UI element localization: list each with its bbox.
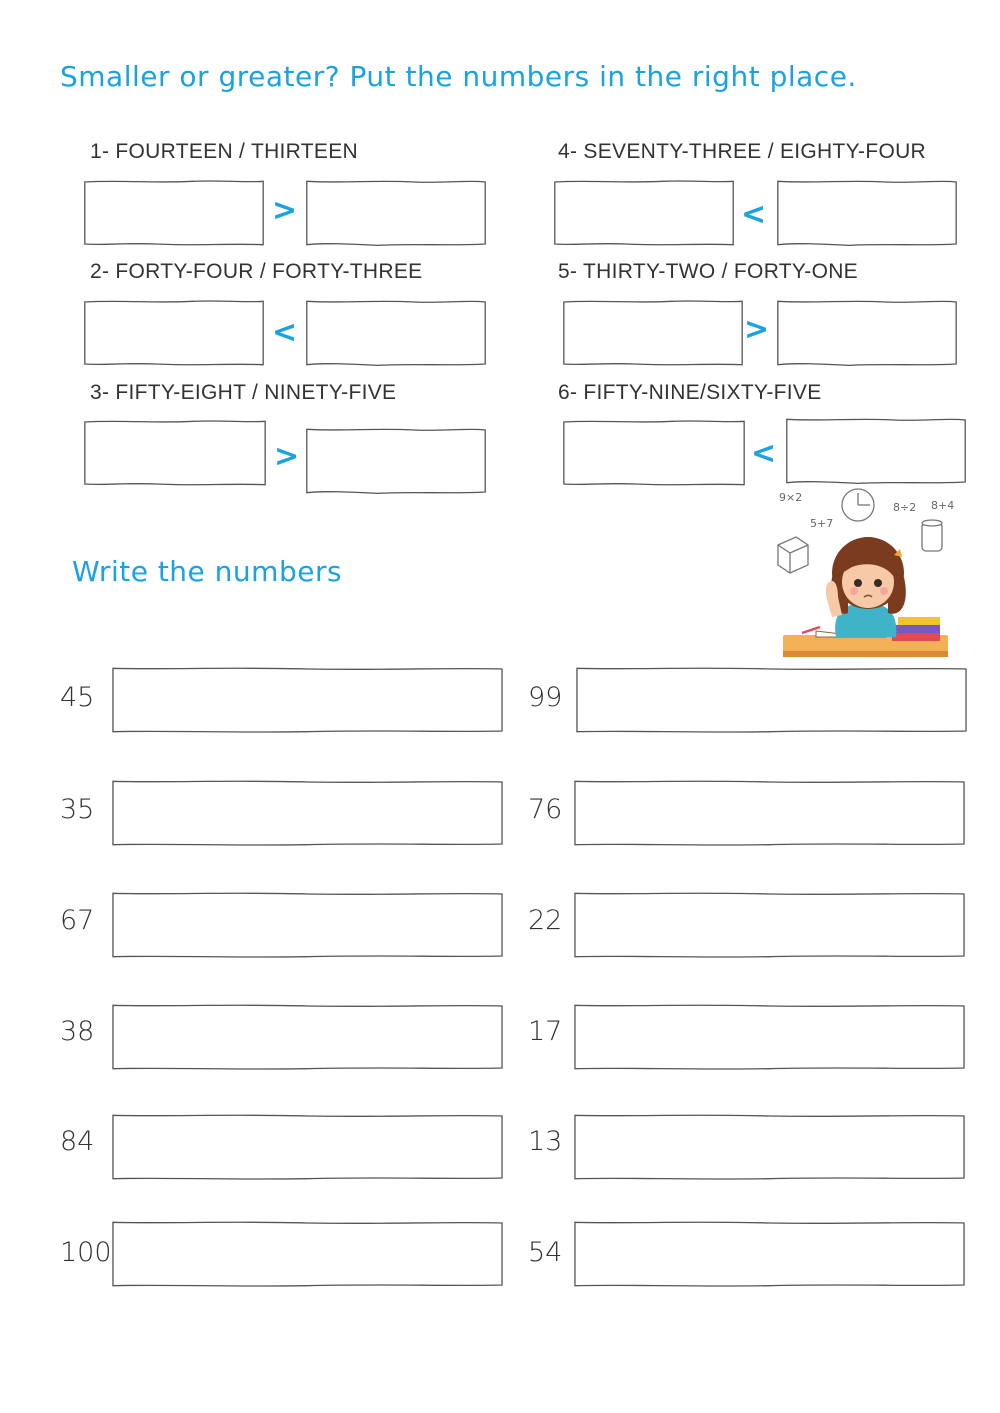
compare-box-4-left[interactable] xyxy=(553,180,735,246)
write-box-left-3[interactable] xyxy=(111,892,504,958)
write-box-right-3[interactable] xyxy=(573,892,966,958)
number-label-right-5: 13 xyxy=(528,1126,563,1157)
comparison-symbol-2: < xyxy=(272,315,298,350)
compare-box-6-right[interactable] xyxy=(785,418,967,484)
write-box-left-4[interactable] xyxy=(111,1004,504,1070)
girl-thinking-at-desk-illustration xyxy=(768,485,968,670)
compare-box-5-left[interactable] xyxy=(562,300,744,366)
comparison-symbol-5: > xyxy=(744,312,770,347)
write-box-left-2[interactable] xyxy=(111,780,504,846)
pair-label-6: 6- FIFTY-NINE/SIXTY-FIVE xyxy=(558,381,822,404)
comparison-symbol-3: > xyxy=(274,439,300,474)
compare-box-1-right[interactable] xyxy=(305,180,487,246)
comparison-symbol-4: < xyxy=(741,197,767,232)
number-label-left-4: 38 xyxy=(60,1016,95,1047)
compare-box-4-right[interactable] xyxy=(776,180,958,246)
write-box-right-6[interactable] xyxy=(573,1221,966,1287)
write-box-right-4[interactable] xyxy=(573,1004,966,1070)
number-label-right-6: 54 xyxy=(528,1237,563,1268)
number-label-left-3: 67 xyxy=(60,905,95,936)
write-box-right-2[interactable] xyxy=(573,780,966,846)
formula-3: 8÷2 xyxy=(893,501,917,514)
number-label-left-1: 45 xyxy=(60,682,95,713)
compare-box-1-left[interactable] xyxy=(83,180,265,246)
pair-label-3: 3- FIFTY-EIGHT / NINETY-FIVE xyxy=(90,381,397,404)
compare-box-2-right[interactable] xyxy=(305,300,487,366)
write-box-left-6[interactable] xyxy=(111,1221,504,1287)
section-title-write: Write the numbers xyxy=(72,555,343,588)
pair-label-1: 1- FOURTEEN / THIRTEEN xyxy=(90,140,358,163)
number-label-left-6: 100 xyxy=(60,1237,112,1268)
number-label-left-5: 84 xyxy=(60,1126,95,1157)
number-label-right-4: 17 xyxy=(528,1016,563,1047)
pair-label-4: 4- SEVENTY-THREE / EIGHTY-FOUR xyxy=(558,140,927,163)
compare-box-3-right[interactable] xyxy=(305,428,487,494)
write-box-left-1[interactable] xyxy=(111,667,504,733)
compare-box-2-left[interactable] xyxy=(83,300,265,366)
number-label-left-2: 35 xyxy=(60,794,95,825)
formula-2: 5+7 xyxy=(810,517,834,530)
compare-box-5-right[interactable] xyxy=(776,300,958,366)
pair-label-5: 5- THIRTY-TWO / FORTY-ONE xyxy=(558,260,858,283)
pair-label-2: 2- FORTY-FOUR / FORTY-THREE xyxy=(90,260,423,283)
number-label-right-1: 99 xyxy=(528,682,563,713)
formula-1: 9×2 xyxy=(779,491,803,504)
compare-box-3-left[interactable] xyxy=(83,420,267,486)
compare-box-6-left[interactable] xyxy=(562,420,746,486)
section-title-compare: Smaller or greater? Put the numbers in the right place. xyxy=(60,60,857,93)
number-label-right-3: 22 xyxy=(528,905,563,936)
number-label-right-2: 76 xyxy=(528,794,563,825)
write-box-right-5[interactable] xyxy=(573,1114,966,1180)
comparison-symbol-6: < xyxy=(751,436,777,471)
write-box-right-1[interactable] xyxy=(575,667,968,733)
comparison-symbol-1: > xyxy=(272,193,298,228)
write-box-left-5[interactable] xyxy=(111,1114,504,1180)
formula-4: 8+4 xyxy=(931,499,955,512)
